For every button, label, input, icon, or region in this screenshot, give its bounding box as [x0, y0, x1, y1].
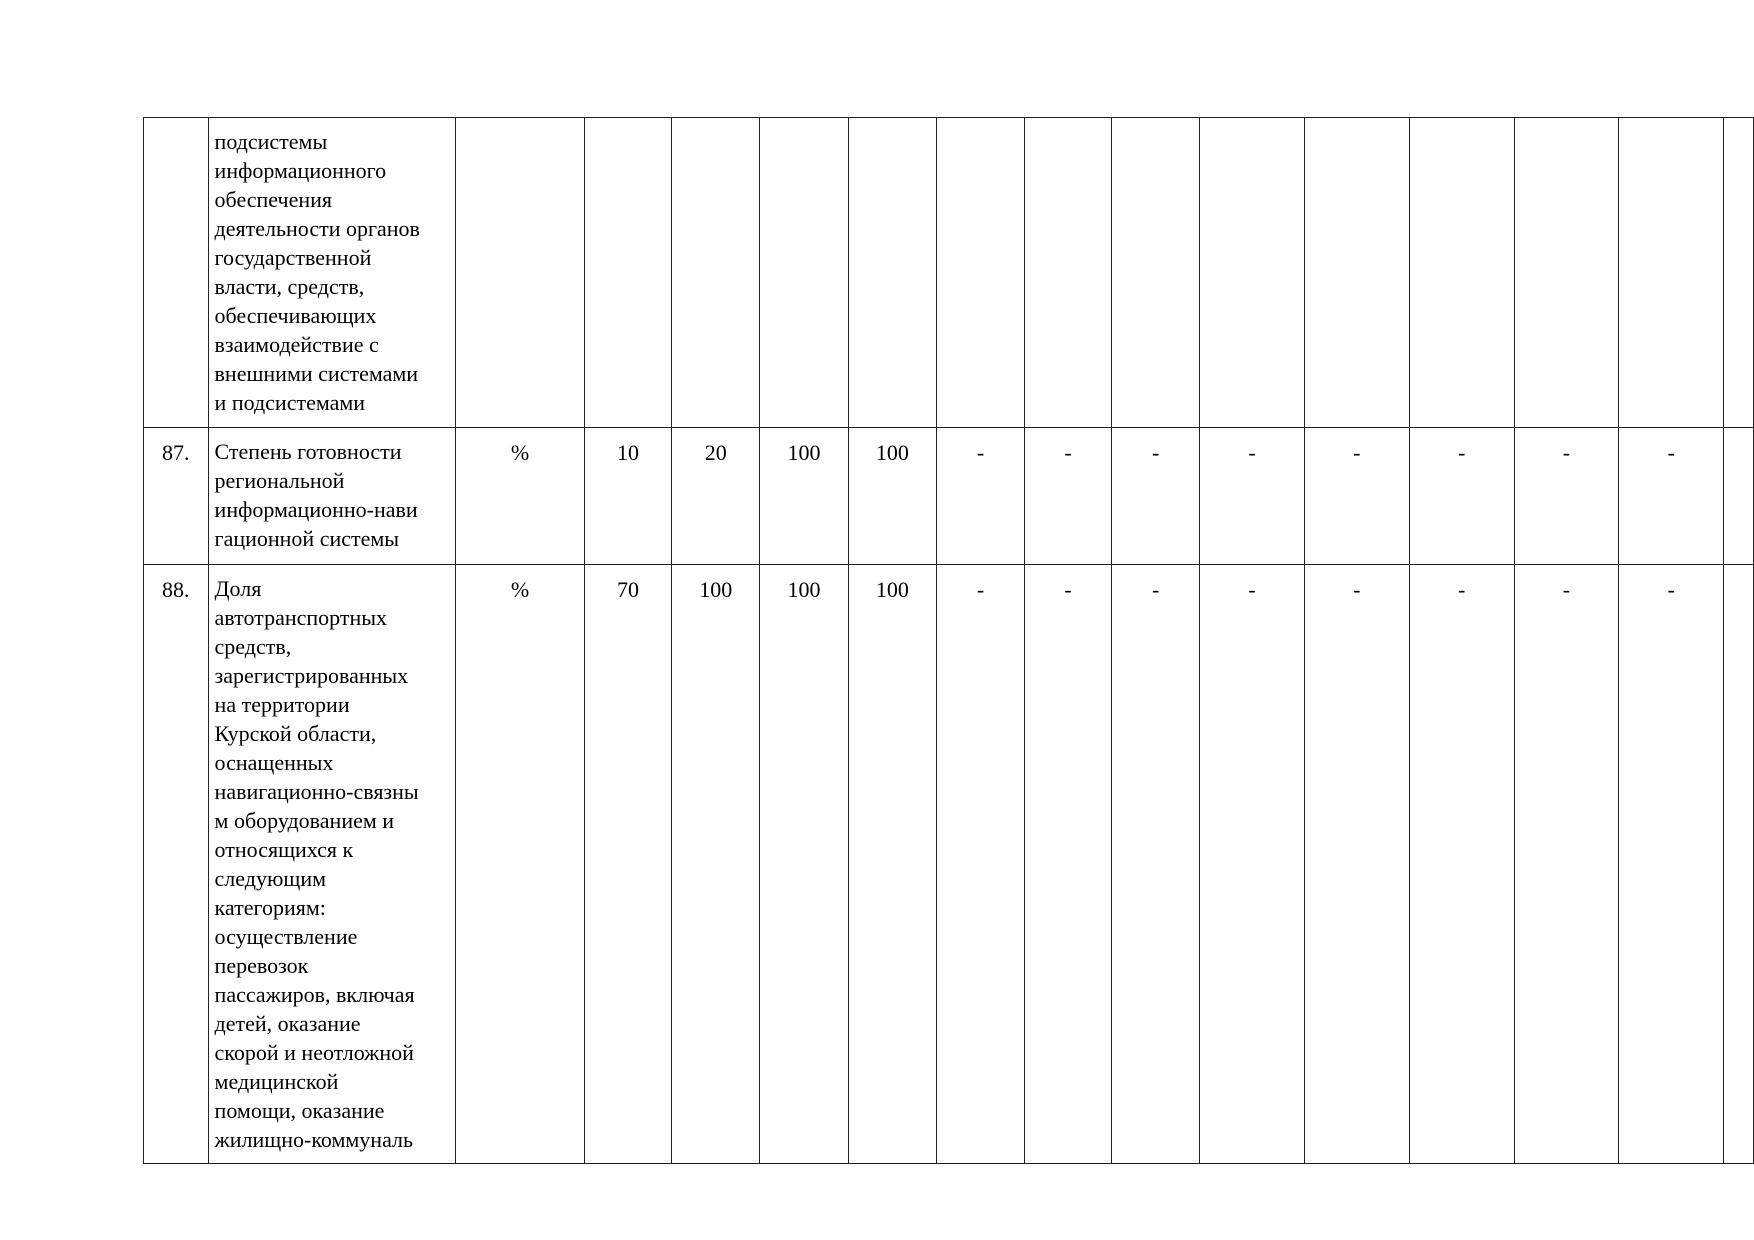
- value-cell: [1724, 565, 1754, 1164]
- indicator-name-line: помощи, оказание: [214, 1098, 385, 1123]
- indicator-name-line: пассажиров, включая: [214, 982, 415, 1007]
- indicator-name-line: Степень готовности: [214, 439, 402, 464]
- value-cell: [937, 118, 1025, 428]
- value-cell: 100: [848, 565, 936, 1164]
- value-cell: [1724, 428, 1754, 565]
- row-number: 88.: [144, 565, 209, 1164]
- value-cell: [1724, 118, 1754, 428]
- value-cell: -: [937, 565, 1025, 1164]
- indicator-name-line: на территории: [214, 692, 350, 717]
- indicator-name-line: подсистемы: [214, 129, 328, 154]
- value-cell: [848, 118, 936, 428]
- indicator-name-line: перевозок: [214, 953, 309, 978]
- value-cell: [1619, 118, 1724, 428]
- indicators-table: [143, 117, 1754, 1164]
- indicator-name-line: осуществление: [214, 924, 358, 949]
- indicator-name-line: относящихся к: [214, 837, 354, 862]
- indicator-name-line: обеспечивающих: [214, 303, 377, 328]
- indicator-name-line: автотранспортных: [214, 605, 388, 630]
- indicator-name-line: детей, оказание: [214, 1011, 361, 1036]
- row-number: [144, 118, 209, 428]
- value-cell: [760, 118, 848, 428]
- indicator-name-line: деятельности органов: [214, 216, 420, 241]
- value-cell: -: [1619, 565, 1724, 1164]
- value-cell: -: [1112, 428, 1200, 565]
- indicator-name-line: медицинской: [214, 1069, 339, 1094]
- indicator-name-line: Доля: [214, 576, 262, 601]
- value-cell: [1112, 118, 1200, 428]
- value-cell: 20: [672, 428, 760, 565]
- value-cell: 100: [672, 565, 760, 1164]
- table-row: [144, 118, 1754, 428]
- value-cell: 10: [584, 428, 671, 565]
- indicator-name-line: зарегистрированных: [214, 663, 409, 688]
- value-cell: -: [937, 428, 1025, 565]
- unit-cell: %: [456, 565, 585, 1164]
- indicator-name-line: средств,: [214, 634, 292, 659]
- value-cell: -: [1112, 565, 1200, 1164]
- indicator-name-line: гационной системы: [214, 526, 400, 551]
- value-cell: -: [1409, 565, 1514, 1164]
- indicator-name-line: следующим: [214, 866, 327, 891]
- row-number: 87.: [144, 428, 209, 565]
- table-row: [144, 565, 1754, 1164]
- indicator-name-line: и подсистемами: [214, 390, 366, 415]
- indicator-name-line: категориям:: [214, 895, 326, 920]
- value-cell: 100: [760, 565, 848, 1164]
- value-cell: -: [1304, 565, 1409, 1164]
- value-cell: -: [1025, 565, 1112, 1164]
- value-cell: -: [1514, 428, 1619, 565]
- value-cell: [1025, 118, 1112, 428]
- indicator-name-line: внешними системами: [214, 361, 419, 386]
- value-cell: [672, 118, 760, 428]
- indicator-name-line: оснащенных: [214, 750, 334, 775]
- value-cell: [1409, 118, 1514, 428]
- indicator-name-line: информационного: [214, 158, 387, 183]
- value-cell: [1304, 118, 1409, 428]
- indicator-name-line: обеспечения: [214, 187, 333, 212]
- value-cell: -: [1619, 428, 1724, 565]
- indicator-name-line: власти, средств,: [214, 274, 365, 299]
- value-cell: 70: [584, 565, 671, 1164]
- indicator-name: [208, 565, 456, 1164]
- indicator-name-line: информационно-нави: [214, 497, 418, 522]
- value-cell: -: [1200, 565, 1305, 1164]
- indicator-name: [208, 428, 456, 565]
- value-cell: -: [1025, 428, 1112, 565]
- indicator-name-line: жилищно-коммуналь: [214, 1127, 414, 1152]
- indicator-name: [208, 118, 456, 428]
- indicator-name-line: скорой и неотложной: [214, 1040, 414, 1065]
- value-cell: [584, 118, 671, 428]
- table-body: [144, 118, 1754, 1164]
- value-cell: [1514, 118, 1619, 428]
- unit-cell: [456, 118, 585, 428]
- indicator-name-line: региональной: [214, 468, 345, 493]
- value-cell: -: [1409, 428, 1514, 565]
- indicator-name-line: м оборудованием и: [214, 808, 395, 833]
- indicator-name-line: государственной: [214, 245, 372, 270]
- value-cell: 100: [848, 428, 936, 565]
- indicator-name-line: навигационно-связны: [214, 779, 419, 804]
- value-cell: 100: [760, 428, 848, 565]
- table-row: [144, 428, 1754, 565]
- value-cell: -: [1514, 565, 1619, 1164]
- value-cell: [1200, 118, 1305, 428]
- indicator-name-line: Курской области,: [214, 721, 377, 746]
- unit-cell: %: [456, 428, 585, 565]
- value-cell: -: [1200, 428, 1305, 565]
- indicator-name-line: взаимодействие с: [214, 332, 379, 357]
- value-cell: -: [1304, 428, 1409, 565]
